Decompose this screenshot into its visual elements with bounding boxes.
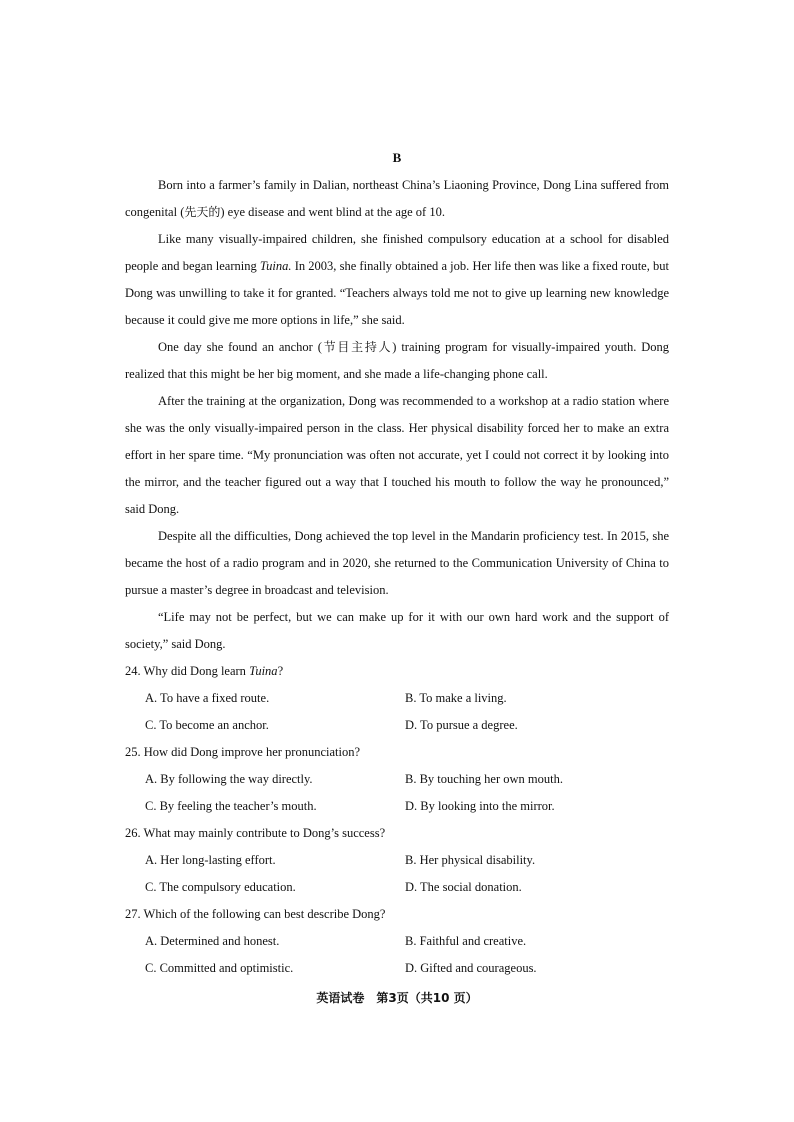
option-b: B. Faithful and creative. xyxy=(405,934,527,948)
question-list xyxy=(125,658,669,982)
option-d: D. By looking into the mirror. xyxy=(405,799,555,813)
paragraph-5: Despite all the difficulties, Dong achieved the top level in the Mandarin proficiency test. In 2015, she became the host of a radio program and in 2020, she returned to the Communication University of China to pursue a master’s degree in broadcast and television. xyxy=(125,529,669,597)
option-c: C. By feeling the teacher’s mouth. xyxy=(145,799,317,813)
option-d: D. To pursue a degree. xyxy=(405,718,518,732)
option-c: C. To become an anchor. xyxy=(145,718,269,732)
option-row xyxy=(125,766,669,793)
italic-term: Tuina xyxy=(249,664,278,678)
section-title: B xyxy=(392,150,402,165)
paragraph-3-text-b: ) training program for visually-impaired youth. Dong realized that this might be her big moment, and she made a life-changing phone call. xyxy=(125,340,669,381)
option-row xyxy=(125,874,669,901)
paragraph-1-text-b: ) eye disease and went blind at the age of 10. xyxy=(220,205,445,219)
italic-term: Tuina. xyxy=(259,259,292,273)
option-a: A. Determined and honest. xyxy=(145,934,280,948)
question-text: 24. Why did Dong learn xyxy=(125,664,250,678)
option-a: A. By following the way directly. xyxy=(145,772,313,786)
paragraph-2 xyxy=(125,226,669,334)
option-row xyxy=(125,955,669,982)
reading-passage xyxy=(125,172,669,658)
option-c: C. The compulsory education. xyxy=(145,880,296,894)
question-stem-26: 26. What may mainly contribute to Dong’s success? xyxy=(125,826,386,840)
option-row xyxy=(125,928,669,955)
option-row xyxy=(125,847,669,874)
page-footer: 英语试卷 第3页（共10 页） xyxy=(316,991,478,1005)
option-d: D. Gifted and courageous. xyxy=(405,961,537,975)
paragraph-1 xyxy=(125,172,669,226)
paragraph-6: “Life may not be perfect, but we can make up for it with our own hard work and the support of society,” said Dong. xyxy=(125,610,669,651)
paragraph-4: After the training at the organization, Dong was recommended to a workshop at a radio station where she was the only visually-impaired person in the class. Her physical disability forced her to make an extra effort in her spare time. “My pronunciation was often not accurate, yet I could not correct it by looking into the mirror, and the teacher figured out a way that I touched his mouth to follow the way he pronounced,” said Dong. xyxy=(125,394,669,516)
option-b: B. Her physical disability. xyxy=(405,853,536,867)
question-stem-25: 25. How did Dong improve her pronunciation? xyxy=(125,745,361,759)
paragraph-2-text-a: Like many visually-impaired children, she finished compulsory education at a school for disabled people and began learning xyxy=(125,232,669,273)
option-a: A. Her long-lasting effort. xyxy=(145,853,276,867)
option-b: B. To make a living. xyxy=(405,691,507,705)
question-stem-27: 27. Which of the following can best describe Dong? xyxy=(125,907,386,921)
chinese-gloss: 先天的 xyxy=(184,205,221,219)
question-stem-24 xyxy=(125,658,669,685)
paragraph-3 xyxy=(125,334,669,388)
option-row xyxy=(125,793,669,820)
question-mark: ? xyxy=(277,664,284,678)
option-row xyxy=(125,685,669,712)
option-row xyxy=(125,712,669,739)
option-b: B. By touching her own mouth. xyxy=(405,772,563,786)
paragraph-1-text-a: Born into a farmer’s family in Dalian, northeast China’s Liaoning Province, Dong Lina suffered from congenital ( xyxy=(125,178,669,219)
paragraph-3-text-a: One day she found an anchor ( xyxy=(158,340,322,354)
option-d: D. The social donation. xyxy=(405,880,522,894)
paragraph-2-text-b: In 2003, she finally obtained a job. Her life then was like a fixed route, but Dong was unwilling to take it for granted. “Teachers always told me not to give up learning new knowledge because it could give me more options in life,” she said. xyxy=(125,259,669,327)
option-a: A. To have a fixed route. xyxy=(145,691,270,705)
chinese-gloss: 节目主持人 xyxy=(321,340,393,354)
option-c: C. Committed and optimistic. xyxy=(145,961,294,975)
